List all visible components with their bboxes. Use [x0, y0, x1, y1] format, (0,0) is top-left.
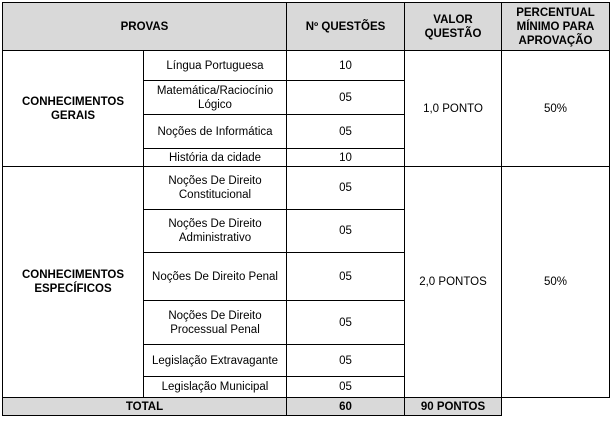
questions-cell: 05: [287, 167, 405, 210]
table-row: [3, 51, 610, 81]
header-valor: VALOR QUESTÃO: [405, 3, 502, 51]
subject-cell: Noções De Direito Processual Penal: [144, 301, 287, 345]
questions-cell: 05: [287, 253, 405, 301]
header-questoes: Nº QUESTÕES: [287, 3, 405, 51]
subject-cell: Língua Portuguesa: [144, 51, 287, 81]
questions-cell: 05: [287, 345, 405, 377]
questions-cell: 10: [287, 149, 405, 167]
percentual-cell: 50%: [502, 167, 610, 398]
exam-table: [2, 2, 610, 416]
percentual-cell: 50%: [502, 51, 610, 167]
header-row: [3, 3, 610, 51]
header-provas: PROVAS: [3, 3, 287, 51]
questions-cell: 05: [287, 115, 405, 149]
valor-cell: 1,0 PONTO: [405, 51, 502, 167]
empty-cell: [502, 398, 610, 416]
questions-cell: 05: [287, 81, 405, 115]
questions-cell: 05: [287, 210, 405, 253]
questions-cell: 05: [287, 301, 405, 345]
valor-cell: 2,0 PONTOS: [405, 167, 502, 398]
table-row: [3, 167, 610, 210]
header-percentual: PERCENTUAL MÍNIMO PARA APROVAÇÃO: [502, 3, 610, 51]
subject-cell: Noções De Direito Constitucional: [144, 167, 287, 210]
subject-cell: Matemática/Raciocínio Lógico: [144, 81, 287, 115]
total-points: 90 PONTOS: [405, 398, 502, 416]
group-name: CONHECIMENTOS GERAIS: [3, 51, 144, 167]
questions-cell: 10: [287, 51, 405, 81]
subject-cell: Legislação Extravagante: [144, 345, 287, 377]
total-questions: 60: [287, 398, 405, 416]
subject-cell: Noções De Direito Penal: [144, 253, 287, 301]
subject-cell: Noções de Informática: [144, 115, 287, 149]
subject-cell: Noções De Direito Administrativo: [144, 210, 287, 253]
group-name: CONHECIMENTOS ESPECÍFICOS: [3, 167, 144, 398]
total-label: TOTAL: [3, 398, 287, 416]
total-row: [3, 398, 610, 416]
subject-cell: História da cidade: [144, 149, 287, 167]
questions-cell: 05: [287, 377, 405, 398]
subject-cell: Legislação Municipal: [144, 377, 287, 398]
